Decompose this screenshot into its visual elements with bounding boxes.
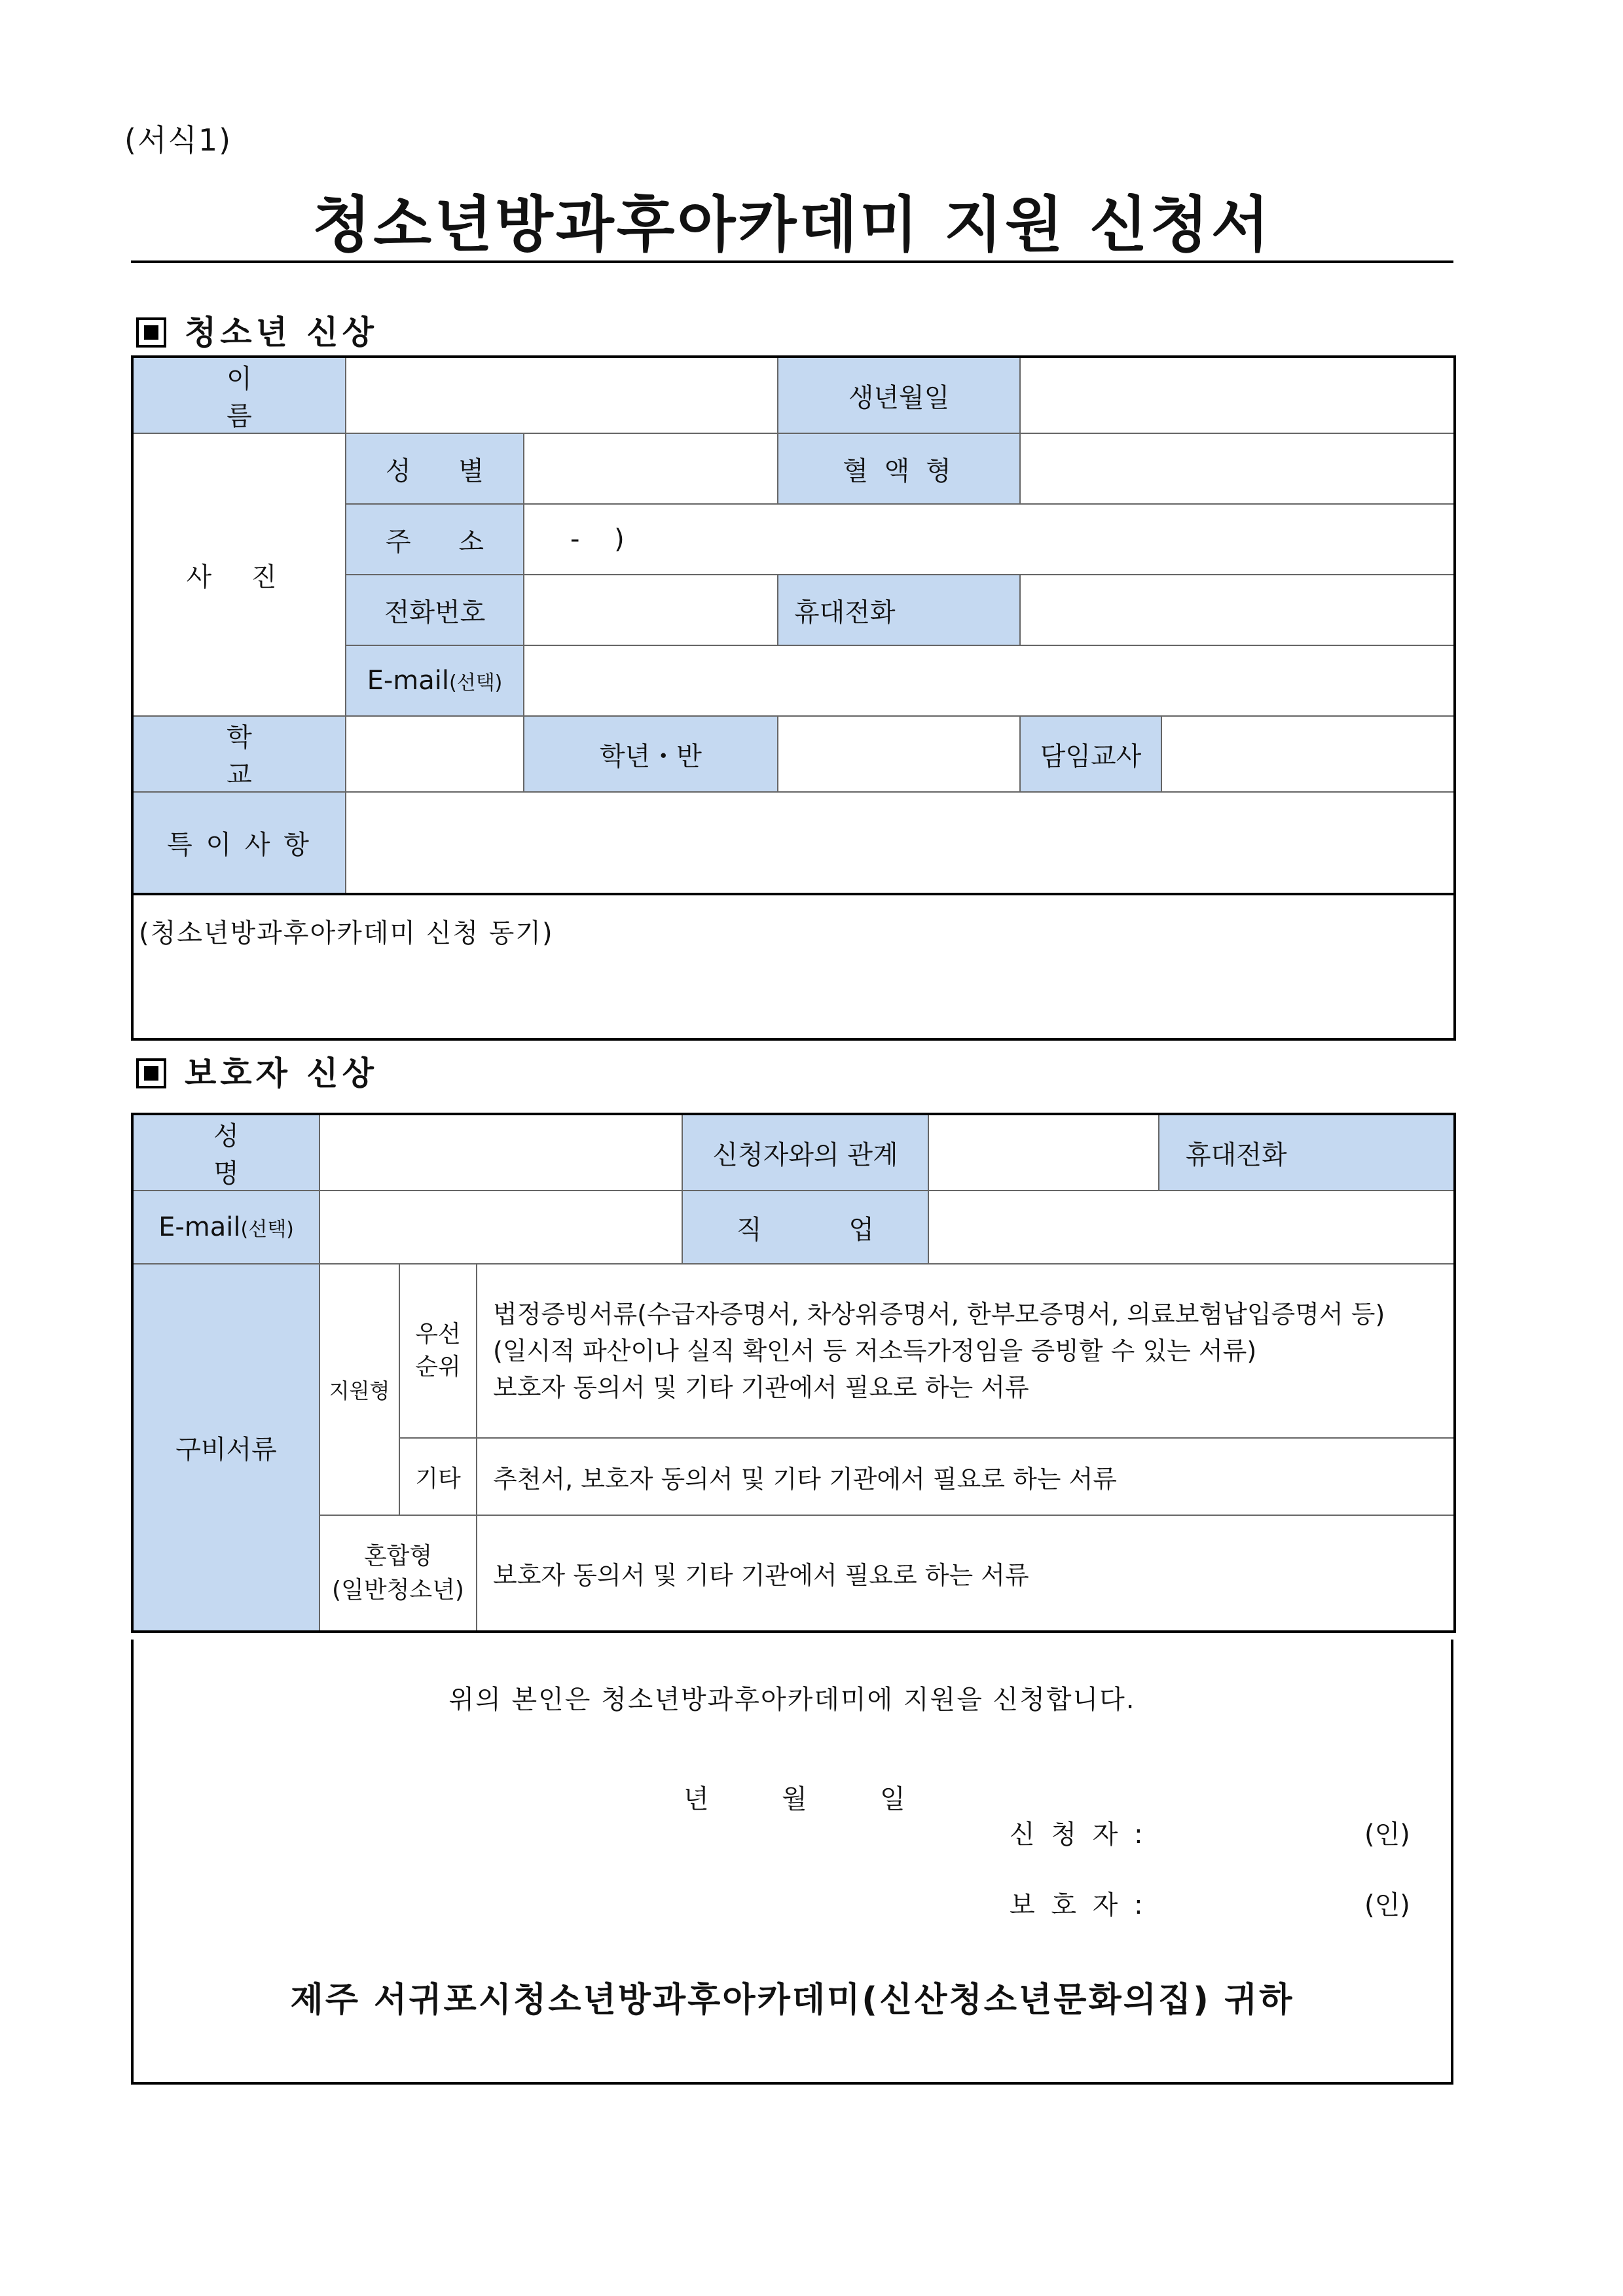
guardian-section-heading: 보호자 신상: [136, 1047, 378, 1094]
form-number: (서식1): [124, 122, 232, 158]
name-label: 이 름: [132, 357, 346, 433]
birth-date-field[interactable]: [1020, 357, 1455, 433]
title-underline: [131, 260, 1453, 263]
relation-label: 신청자와의 관계: [682, 1114, 928, 1191]
homeroom-teacher-label: 담임교사: [1020, 716, 1161, 792]
email-label: E-mail(선택): [346, 645, 524, 716]
address-value: - ): [570, 524, 625, 554]
grade-class-field[interactable]: [778, 716, 1020, 792]
gender-field[interactable]: [524, 433, 778, 504]
other-documents: 추천서, 보호자 동의서 및 기타 기관에서 필요로 하는 서류: [477, 1438, 1455, 1515]
birth-date-label: 생년월일: [778, 357, 1020, 433]
declaration-statement: 위의 본인은 청소년방과후아카데미에 지원을 신청합니다.: [448, 1685, 1136, 1715]
homeroom-teacher-field[interactable]: [1161, 716, 1455, 792]
mixed-documents: 보호자 동의서 및 기타 기관에서 필요로 하는 서류: [477, 1515, 1455, 1632]
address-field[interactable]: [524, 504, 1455, 575]
name-field[interactable]: [346, 357, 778, 433]
applicant-label: 신 청 자 :: [1010, 1820, 1147, 1850]
grade-class-label: 학년・반: [524, 716, 778, 792]
phone-field[interactable]: [524, 575, 778, 645]
guardian-email-field[interactable]: [319, 1191, 682, 1264]
guardian-label: 보 호 자 :: [1010, 1890, 1147, 1920]
guardian-email-label: E-mail(선택): [132, 1191, 319, 1264]
mobile-label: 휴대전화: [778, 575, 1020, 645]
date-year[interactable]: 년: [684, 1784, 709, 1814]
guardian-info-table: [131, 1113, 1456, 1633]
phone-label: 전화번호: [346, 575, 524, 645]
school-field[interactable]: [346, 716, 524, 792]
square-bullet-icon: [136, 1058, 166, 1088]
addressee: 제주 서귀포시청소년방과후아카데미(신산청소년문화의집) 귀하: [290, 1981, 1294, 2020]
guardian-mobile-label: 휴대전화: [1159, 1114, 1455, 1191]
guardian-seal[interactable]: (인): [1364, 1890, 1410, 1920]
photo-area[interactable]: 사 진: [132, 433, 346, 716]
applicant-seal[interactable]: (인): [1364, 1820, 1410, 1850]
youth-info-table: [131, 355, 1456, 1041]
declaration-box: [131, 1640, 1453, 2085]
priority-documents: 법정증빙서류(수급자증명서, 차상위증명서, 한부모증명서, 의료보험납입증명서 등) (일시적 파산이나 실직 확인서 등 저소득가정임을 증빙할 수 있는 서류) 보호자 동의서 및 기타 기관에서 필요로 하는 서류: [477, 1264, 1455, 1438]
special-notes-label: 특 이 사 항: [132, 792, 346, 894]
gender-label: 성 별: [346, 433, 524, 504]
relation-field[interactable]: [928, 1114, 1159, 1191]
page-title: 청소년방과후아카데미 지원 신청서: [312, 190, 1272, 260]
school-label: 학 교: [132, 716, 346, 792]
blood-type-label: 혈 액 형: [778, 433, 1020, 504]
required-documents-label: 구비서류: [132, 1264, 319, 1632]
occupation-field[interactable]: [928, 1191, 1455, 1264]
blood-type-field[interactable]: [1020, 433, 1455, 504]
priority-label: 우선 순위: [399, 1264, 477, 1438]
date-month[interactable]: 월: [782, 1784, 807, 1814]
youth-section-heading: 청소년 신상: [136, 306, 378, 353]
occupation-label: 직 업: [682, 1191, 928, 1264]
motive-field[interactable]: [132, 894, 1455, 1039]
guardian-name-field[interactable]: [319, 1114, 682, 1191]
address-label: 주 소: [346, 504, 524, 575]
mobile-field[interactable]: [1020, 575, 1455, 645]
mixed-type-label: 혼합형 (일반청소년): [319, 1515, 477, 1632]
motive-label: (청소년방과후아카데미 신청 동기): [139, 918, 554, 948]
support-type-label: 지원형: [319, 1264, 399, 1515]
email-field[interactable]: [524, 645, 1455, 716]
date-day[interactable]: 일: [880, 1784, 905, 1814]
special-notes-field[interactable]: [346, 792, 1455, 894]
other-label: 기타: [399, 1438, 477, 1515]
square-bullet-icon: [136, 317, 166, 348]
guardian-name-label: 성 명: [132, 1114, 319, 1191]
